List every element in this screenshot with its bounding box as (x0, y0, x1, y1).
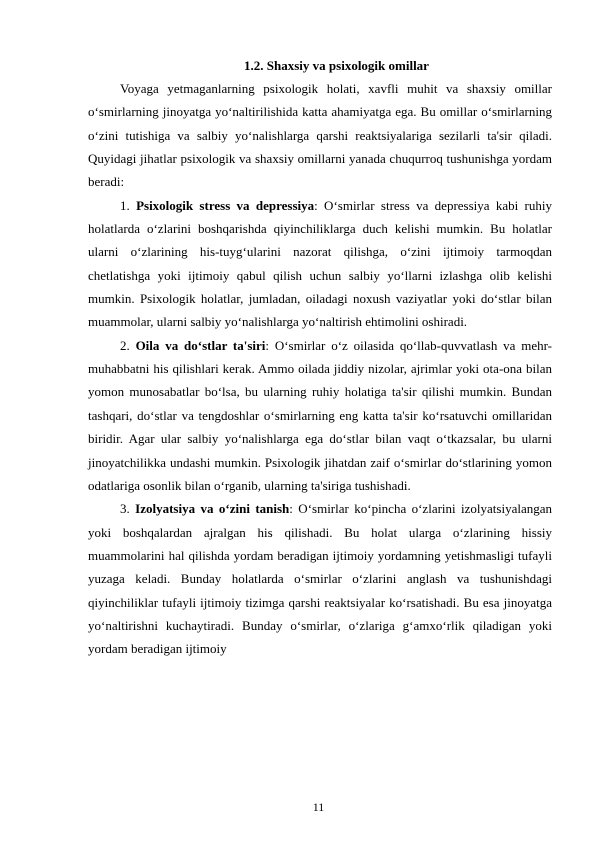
item-number: 3. (120, 501, 136, 517)
section-title: 1.2. Shaxsiy va psixologik omillar (244, 58, 429, 73)
item-text: : O‘smirlar o‘z oilasida qo‘llab-quvvatlash va mehr-muhabbatni his qilishlari kerak. Ammo oilada jiddiy nizolar, ajrimlar yoki ota-ona bilan yomon munosabatlar bo‘lsa, bu ularning ruhiy holatiga ta'sir qilishi mumkin. Bundan tashqari, do‘stlar va tengdoshlar o‘smirlarning eng katta ta'sir ko‘rsatuvchi omillaridan biridir. Agar ular salbiy yo‘nalishlarga ega do‘stlar bilan vaqt o‘tkazsalar, bu ularni jinoyatchilikka undashi mumkin. Psixologik jihatdan zaif o‘smirlar do‘stlarining yomon odatlariga osonlik bilan o‘rganib, ularning ta'siriga tushishadi. (88, 337, 552, 493)
item-heading: Psixologik stress va depressiya (136, 197, 315, 213)
list-item-3 (88, 497, 552, 660)
page-number: 11 (312, 800, 325, 814)
item-text: : O‘smirlar stress va depressiya kabi ruhiy holatlarda o‘zlarini boshqarishda qiyinchiliklarga duch kelishi mumkin. Bu holatlar ularni o‘zlarining his-tuyg‘ularini nazorat qilishga, o‘zini ijtimoiy tarmoqdan chetlatishga yoki ijtimoiy qabul qilish uchun salbiy yo‘llarni izlashga olib kelishi mumkin. Psixologik holatlar, jumladan, oiladagi noxush vaziyatlar yoki do‘stlar bilan muammolar, ularni salbiy yo‘nalishlarga yo‘naltirish ehtimolini oshiradi. (88, 197, 552, 330)
list-item-2 (88, 334, 552, 497)
list-item-1 (88, 194, 552, 334)
intro-paragraph: Voyaga yetmaganlarning psixologik holati, xavfli muhit va shaxsiy omillar o‘smirlarning jinoyatga yo‘naltirilishida katta ahamiyatga ega. Bu omillar o‘smirlarning o‘zini tutishiga va salbiy yo‘nalishlarga qarshi reaktsiyalariga sezilarli ta'sir qiladi. Quyidagi jihatlar psixologik va shaxsiy omillarni yanada chuqurroq tushunishga yordam beradi: (88, 81, 552, 190)
body-text (88, 77, 552, 661)
item-heading: Izolyatsiya va o‘zini tanish (135, 501, 290, 517)
item-number: 1. (120, 197, 137, 213)
item-text: : O‘smirlar ko‘pincha o‘zlarini izolyatsiyalangan yoki boshqalardan ajralgan his qilishadi. Bu holat ularga o‘zlarining hissiy muammolarini hal qilishda yordam beradigan ijtimoiy yordamning yetishmasligi tufayli yuzaga keladi. Bunday holatlarda o‘smirlar o‘zlarini anglash va tushunishdagi qiyinchiliklar tufayli ijtimoiy tizimga qarshi reaktsiyalar ko‘rsatishadi. Bu esa jinoyatga yo‘naltirishni kuchaytiradi. Bunday o‘smirlar, o‘zlariga g‘amxo‘rlik qiladigan yoki yordam beradigan ijtimoiy (88, 501, 553, 657)
item-heading: Oila va do‘stlar ta'siri (135, 337, 266, 353)
item-number: 2. (120, 337, 136, 353)
